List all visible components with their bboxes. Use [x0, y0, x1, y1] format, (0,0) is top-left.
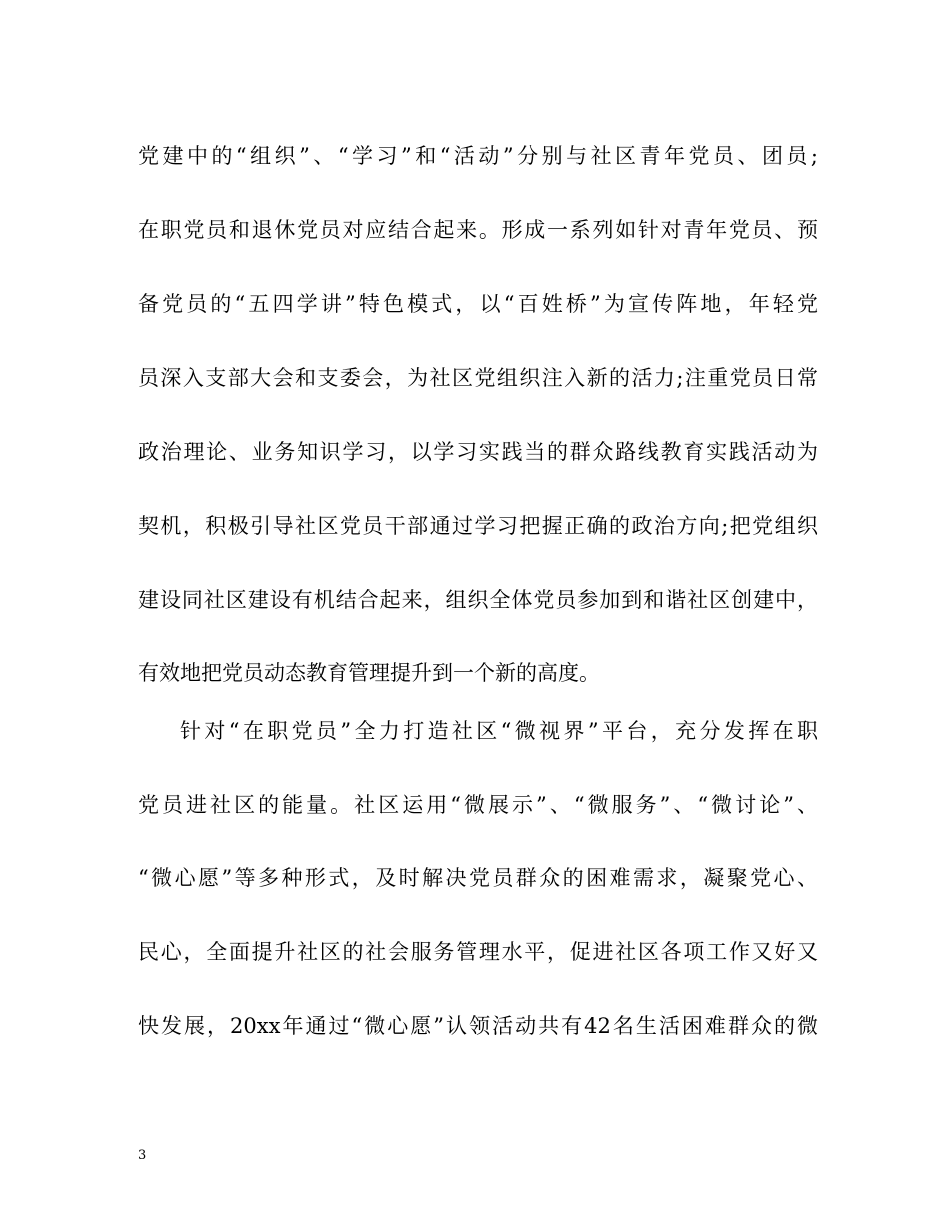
text-line: 在职党员和退休党员对应结合起来。形成一系列如针对青年党员、预 [138, 218, 818, 242]
text-line: 备党员的“五四学讲”特色模式，以“百姓桥”为宣传阵地，年轻党 [138, 292, 818, 316]
text-line: 党员进社区的能量。社区运用“微展示”、“微服务”、“微讨论”、 [138, 793, 818, 817]
text-line: “微心愿”等多种形式，及时解决党员群众的困难需求，凝聚党心、 [138, 866, 818, 890]
page-number: 3 [138, 1148, 147, 1163]
text-line: 民心，全面提升社区的社会服务管理水平，促进社区各项工作又好又 [138, 940, 818, 964]
text-line: 党建中的“组织”、“学习”和“活动”分别与社区青年党员、团员; [138, 144, 818, 168]
text-line: 建设同社区建设有机结合起来，组织全体党员参加到和谐社区创建中， [138, 588, 818, 612]
text-line: 有效地把党员动态教育管理提升到一个新的高度。 [138, 661, 600, 685]
text-line: 快发展，20xx年通过“微心愿”认领活动共有42名生活困难群众的微 [138, 1014, 818, 1038]
text-line: 针对“在职党员”全力打造社区“微视界”平台，充分发挥在职 [180, 719, 818, 743]
text-line: 员深入支部大会和支委会，为社区党组织注入新的活力;注重党员日常 [138, 366, 818, 390]
text-line: 政治理论、业务知识学习，以学习实践当的群众路线教育实践活动为 [138, 440, 818, 464]
text-line: 契机，积极引导社区党员干部通过学习把握正确的政治方向;把党组织 [138, 514, 818, 538]
